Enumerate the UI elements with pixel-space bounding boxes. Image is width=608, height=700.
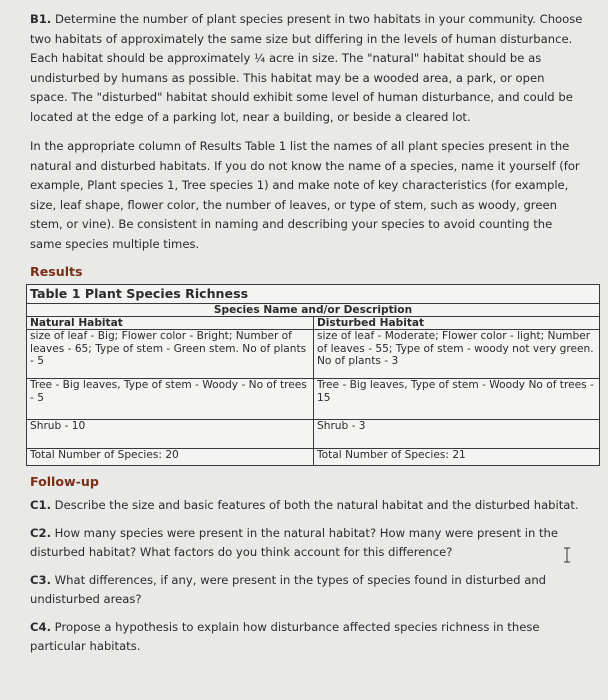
table-row (27, 330, 600, 379)
table-row (27, 420, 600, 449)
question-c2 (30, 524, 584, 563)
cell-natural: Tree - Big leaves, Type of stem - Woody - No of trees - 5 (27, 379, 314, 420)
table-total-row (27, 449, 600, 466)
c3-label: C3. (30, 572, 51, 587)
c2-text: How many species were present in the natural habitat? How many were present in the disturbed habitat? What factors do you think account for this difference? (30, 525, 559, 559)
results-heading: Results (30, 264, 83, 279)
instruction-table-guidance: In the appropriate column of Results Table 1 list the names of all plant species present in the natural and disturbed habitats. If you do not know the name of a species, name it yourself (for example, Plant species 1, Tree species 1) and make note of key characteristics (for example, size, leaf shape, flower color, the number of leaves, or type of stem, such as woody, green stem, or vine). Be consistent in naming and describing your species to avoid counting the same species multiple times. (30, 139, 580, 251)
cell-natural: size of leaf - Big; Flower color - Bright; Number of leaves - 65; Type of stem - Green stem. No of plants - 5 (27, 330, 314, 379)
cell-disturbed: Shrub - 3 (314, 420, 600, 449)
table-subheader: Species Name and/or Description (27, 304, 600, 317)
text-cursor-icon (563, 547, 571, 563)
c1-label: C1. (30, 498, 51, 512)
question-c4 (30, 618, 584, 657)
table-row (27, 379, 600, 420)
c4-label: C4. (30, 619, 51, 634)
followup-heading: Follow-up (30, 474, 99, 489)
cell-disturbed: size of leaf - Moderate; Flower color - light; Number of leaves - 55; Type of stem - woody not very green. No of plants - 3 (314, 330, 600, 379)
question-c3 (30, 571, 584, 610)
b1-label: B1. (30, 12, 52, 26)
c2-label: C2. (30, 525, 51, 540)
plant-species-table (26, 284, 600, 466)
cell-disturbed: Tree - Big leaves, Type of stem - Woody No of trees - 15 (314, 379, 600, 420)
total-disturbed: Total Number of Species: 21 (314, 449, 600, 466)
instruction-b1 (30, 10, 584, 127)
question-c1 (30, 496, 584, 516)
b1-text: Determine the number of plant species present in two habitats in your community. Choose two habitats of approximately the same size but differing in the levels of human disturbance. Each habitat should be approximately ¼ acre in size. The "natural" habitat should be as undisturbed by humans as possible. This habitat may be a wooded area, a park, or open space. The "disturbed" habitat should exhibit some level of human disturbance, and could be located at the edge of a parking lot, near a building, or beside a cleared lot. (30, 12, 583, 124)
table-title: Table 1 Plant Species Richness (27, 285, 600, 304)
column-header-natural: Natural Habitat (27, 317, 314, 330)
c3-text: What differences, if any, were present in the types of species found in disturbed and undisturbed areas? (30, 572, 547, 606)
cell-natural: Shrub - 10 (27, 420, 314, 449)
c4-text: Propose a hypothesis to explain how disturbance affected species richness in these particular habitats. (30, 619, 540, 653)
total-natural: Total Number of Species: 20 (27, 449, 314, 466)
column-header-disturbed: Disturbed Habitat (314, 317, 600, 330)
c1-text: Describe the size and basic features of both the natural habitat and the disturbed habitat. (54, 498, 579, 512)
